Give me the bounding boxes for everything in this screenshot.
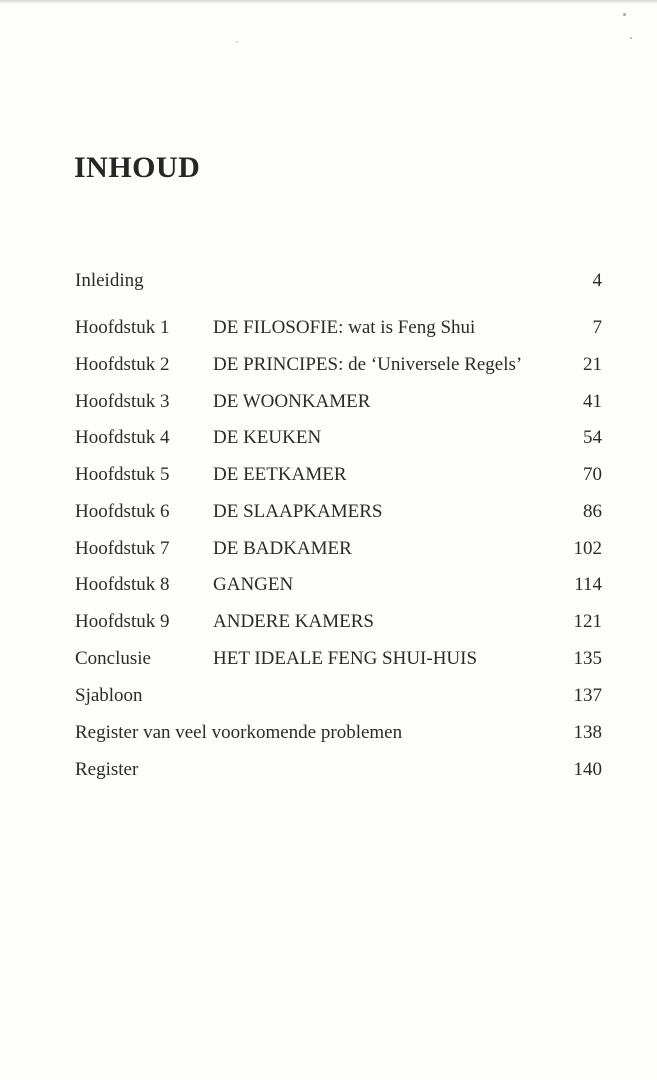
toc-label: Hoofdstuk 2 <box>75 354 170 375</box>
toc-row-hoofdstuk-8 <box>0 570 657 600</box>
toc-page-number: 114 <box>574 574 602 595</box>
toc-label: Hoofdstuk 4 <box>75 427 170 448</box>
toc-row-inleiding <box>0 266 657 296</box>
toc-chapter-title: DE PRINCIPES: de ‘Universele Regels’ <box>213 354 523 375</box>
toc-label: Hoofdstuk 6 <box>75 501 170 522</box>
toc-chapter-title: DE WOONKAMER <box>213 391 371 412</box>
toc-page-number: 4 <box>592 270 602 291</box>
toc-row-hoofdstuk-5 <box>0 460 657 490</box>
paper-speck <box>630 37 632 39</box>
toc-page-number: 138 <box>573 722 602 743</box>
toc-page-number: 121 <box>573 611 602 632</box>
toc-page-number: 41 <box>583 391 602 412</box>
toc-label: Hoofdstuk 9 <box>75 611 170 632</box>
toc-label: Hoofdstuk 5 <box>75 464 170 485</box>
toc-chapter-title: DE SLAAPKAMERS <box>213 501 383 522</box>
page-top-edge <box>0 0 657 3</box>
toc-row-register-problemen <box>0 718 657 748</box>
toc-chapter-title: DE KEUKEN <box>213 427 322 448</box>
toc-chapter-title: GANGEN <box>213 574 294 595</box>
toc-page-number: 70 <box>583 464 602 485</box>
toc-chapter-title: DE EETKAMER <box>213 464 347 485</box>
toc-page-number: 102 <box>573 538 602 559</box>
toc-row-sjabloon <box>0 681 657 711</box>
toc-page-number: 54 <box>583 427 602 448</box>
toc-chapter-title: HET IDEALE FENG SHUI-HUIS <box>213 648 478 669</box>
paper-speck <box>623 13 626 16</box>
toc-page-number: 137 <box>573 685 602 706</box>
toc-chapter-title: ANDERE KAMERS <box>213 611 374 632</box>
toc-page-number: 86 <box>583 501 602 522</box>
toc-chapter-title: DE BADKAMER <box>213 538 352 559</box>
paper-speck <box>236 41 238 43</box>
toc-label: Hoofdstuk 1 <box>75 317 170 338</box>
toc-page-number: 140 <box>573 759 602 780</box>
toc-label: Register <box>75 759 139 780</box>
toc-label: Conclusie <box>75 648 151 669</box>
toc-chapter-title: DE FILOSOFIE: wat is Feng Shui <box>213 317 476 338</box>
toc-row-hoofdstuk-4 <box>0 423 657 453</box>
toc-row-conclusie <box>0 644 657 674</box>
toc-row-hoofdstuk-2 <box>0 350 657 380</box>
toc-row-register <box>0 755 657 785</box>
toc-label: Hoofdstuk 3 <box>75 391 170 412</box>
toc-label: Hoofdstuk 7 <box>75 538 170 559</box>
toc-row-hoofdstuk-6 <box>0 497 657 527</box>
toc-label: Sjabloon <box>75 685 143 706</box>
toc-row-hoofdstuk-1 <box>0 313 657 343</box>
toc-row-hoofdstuk-3 <box>0 387 657 417</box>
page-title: INHOUD <box>74 151 201 184</box>
toc-row-hoofdstuk-9 <box>0 607 657 637</box>
toc-label: Register van veel voorkomende problemen <box>75 722 403 743</box>
toc-page-number: 7 <box>592 317 602 338</box>
toc-row-hoofdstuk-7 <box>0 534 657 564</box>
toc-label: Hoofdstuk 8 <box>75 574 170 595</box>
toc-page-number: 135 <box>573 648 602 669</box>
toc-page-number: 21 <box>583 354 602 375</box>
toc-label: Inleiding <box>75 270 144 291</box>
